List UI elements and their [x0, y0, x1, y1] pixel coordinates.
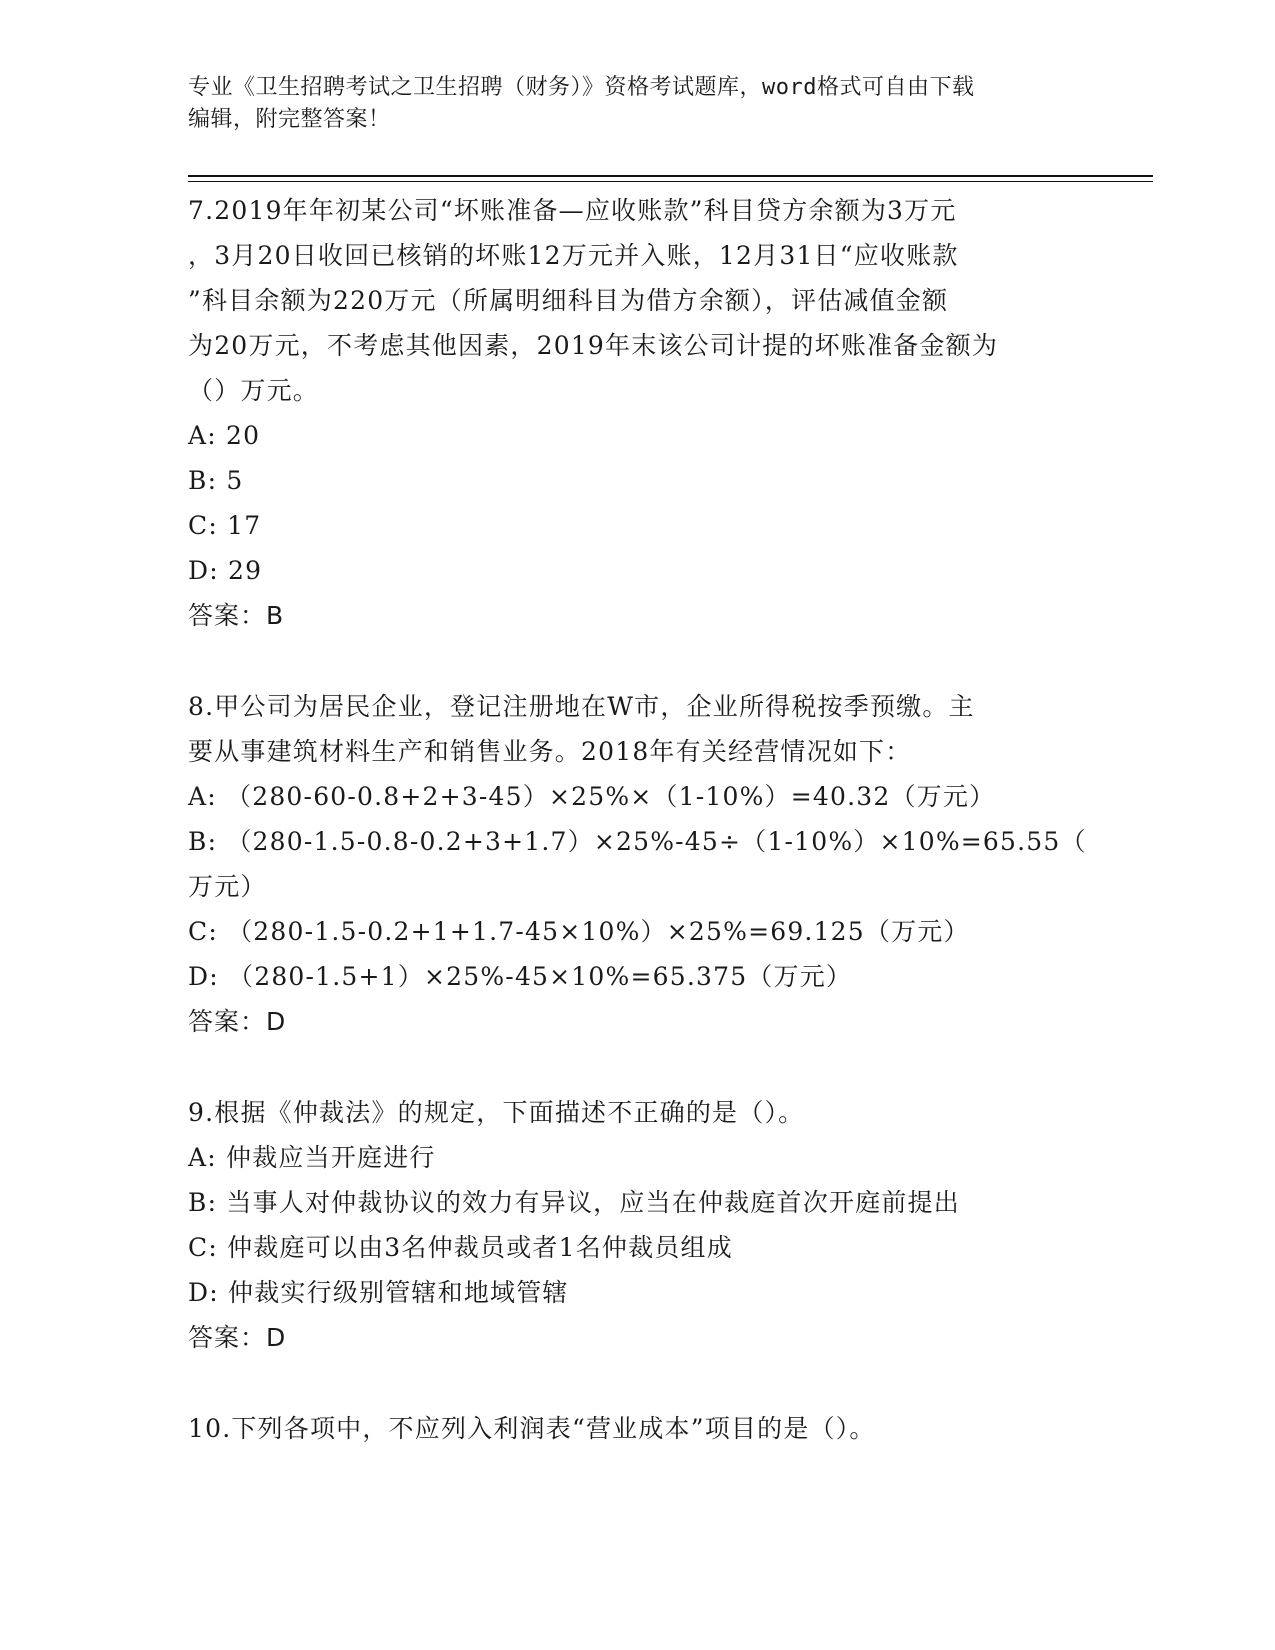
spacer	[188, 1044, 1088, 1090]
question-text: 为20万元，不考虑其他因素，2019年末该公司计提的坏账准备金额为	[188, 331, 999, 360]
spacer	[188, 1360, 1088, 1406]
option-a: A: 仲裁应当开庭进行	[188, 1143, 436, 1172]
option-a: A: 20	[188, 421, 261, 450]
question-text: ，3月20日收回已核销的坏账12万元并入账，12月31日“应收账款	[188, 241, 959, 270]
option-c: C: 17	[188, 511, 262, 540]
header-divider-thin	[188, 181, 1153, 182]
question-text: 9.根据《仲裁法》的规定，下面描述不正确的是（）。	[188, 1098, 805, 1127]
option-c: C: （280-1.5-0.2+1+1.7-45×10%）×25%=69.125（万元）	[188, 917, 970, 946]
header-line-1: 专业《卫生招聘考试之卫生招聘（财务）》资格考试题库，word格式可自由下载	[188, 75, 975, 100]
question-block	[188, 188, 1088, 638]
option-a: A: （280-60-0.8+2+3-45）×25%×（1-10%）=40.32（万元）	[188, 782, 996, 811]
option-b: B: 当事人对仲裁协议的效力有异议，应当在仲裁庭首次开庭前提出	[188, 1188, 960, 1217]
question-list	[188, 188, 1088, 1451]
option-b: B: 5	[188, 466, 244, 495]
question-text: ”科目余额为220万元（所属明细科目为借方余额），评估减值金额	[188, 286, 949, 315]
question-text: 7.2019年年初某公司“坏账准备—应收账款”科目贷方余额为3万元	[188, 196, 957, 225]
answer-line: 答案：D	[188, 1007, 287, 1036]
page-header	[188, 72, 1088, 136]
header-line-2: 编辑，附完整答案！	[188, 107, 391, 132]
option-d: D: （280-1.5+1）×25%-45×10%=65.375（万元）	[188, 962, 853, 991]
spacer	[188, 638, 1088, 684]
question-text: 8.甲公司为居民企业，登记注册地在W市，企业所得税按季预缴。主	[188, 692, 975, 721]
option-c: C: 仲裁庭可以由3名仲裁员或者1名仲裁员组成	[188, 1233, 733, 1262]
option-d: D: 仲裁实行级别管辖和地域管辖	[188, 1278, 569, 1307]
question-block	[188, 1090, 1088, 1360]
answer-line: 答案：B	[188, 601, 285, 630]
option-b: B: （280-1.5-0.8-0.2+3+1.7）×25%-45÷（1-10%）×10%=65.55（	[188, 827, 1087, 856]
option-d: D: 29	[188, 556, 263, 585]
header-divider-thick	[188, 175, 1153, 177]
question-text: （）万元。	[188, 376, 320, 405]
question-text: 10.下列各项中，不应列入利润表“营业成本”项目的是（）。	[188, 1414, 876, 1443]
answer-line: 答案：D	[188, 1323, 287, 1352]
question-block	[188, 1406, 1088, 1451]
question-block	[188, 684, 1088, 1044]
question-text: 要从事建筑材料生产和销售业务。2018年有关经营情况如下：	[188, 737, 912, 766]
option-b-continued: 万元）	[188, 872, 267, 901]
